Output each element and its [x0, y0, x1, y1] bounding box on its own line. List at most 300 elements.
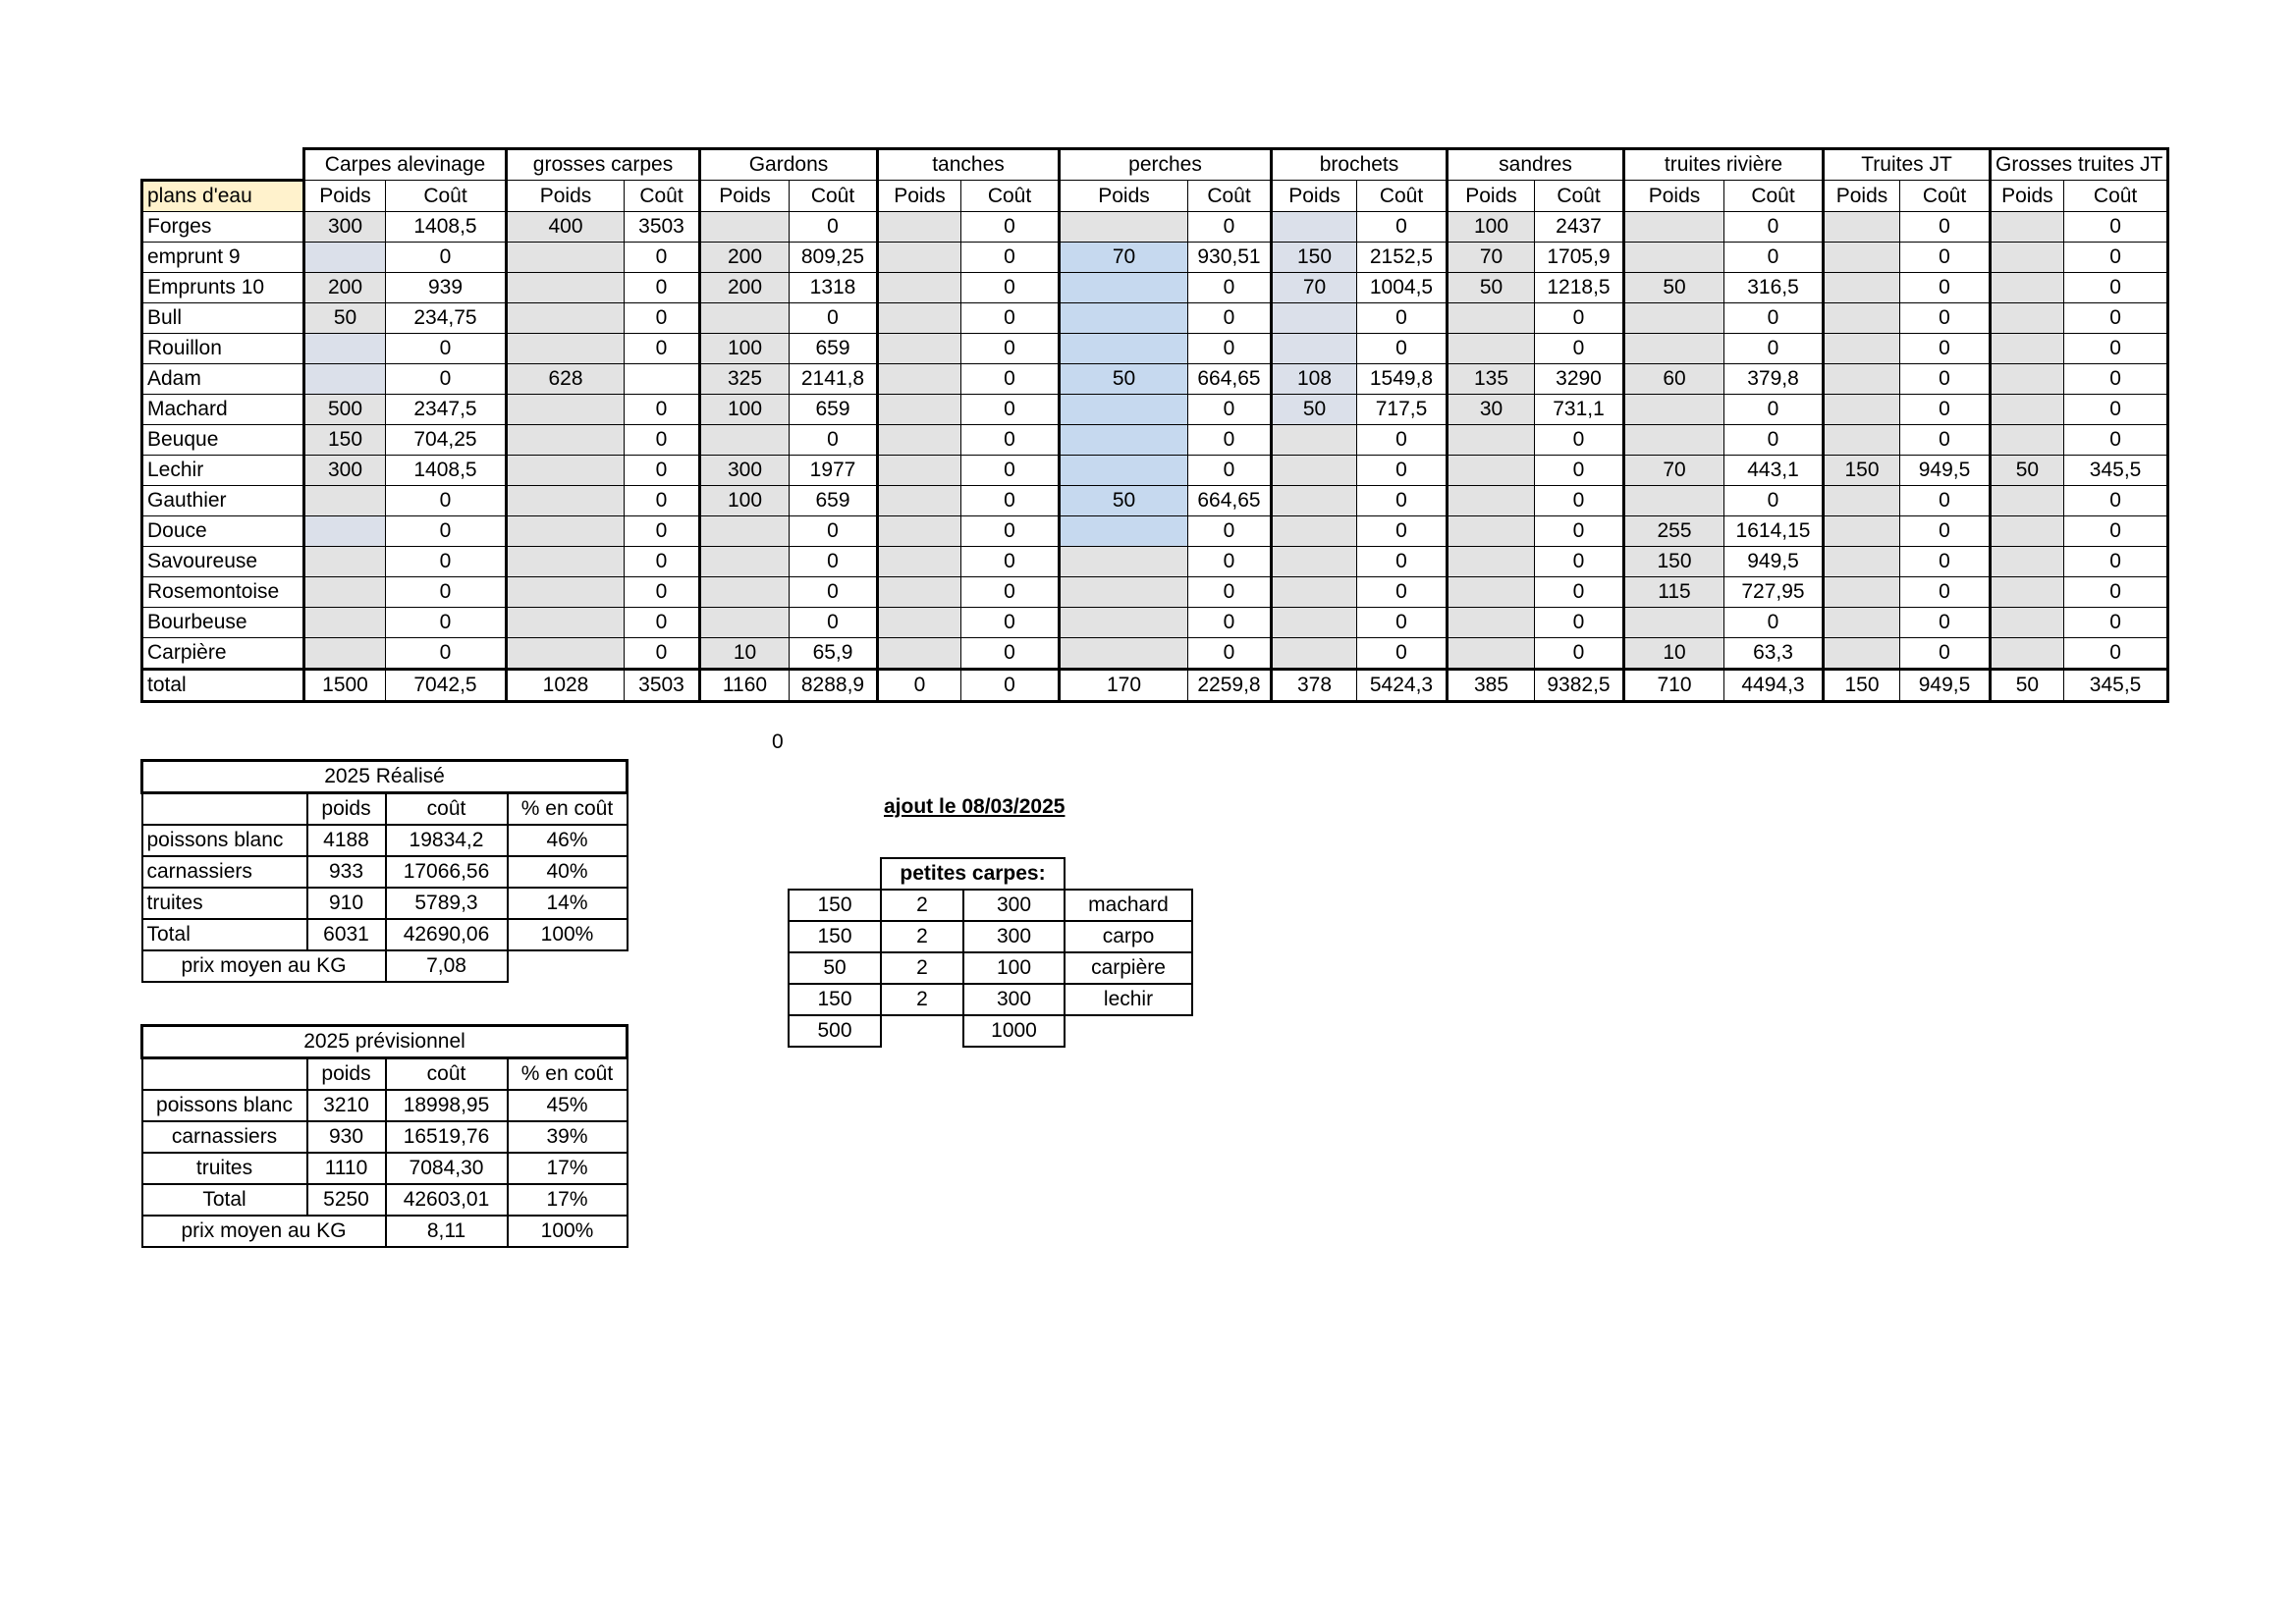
table-row: [142, 547, 2168, 577]
poids-cell: [1060, 638, 1188, 670]
summary-poids: 910: [307, 888, 386, 919]
summary-cout: 17066,56: [386, 856, 508, 888]
cout-cell: 0: [1188, 303, 1272, 334]
cout-cell: 0: [1900, 243, 1991, 273]
empty-cell: [1065, 858, 1192, 890]
cout-cell: 1705,9: [1535, 243, 1624, 273]
poids-cell: [1624, 334, 1724, 364]
summary-header: coût: [386, 1058, 508, 1091]
poids-cell: [507, 486, 625, 516]
poids-cell: [1824, 425, 1900, 456]
poids-cell: [1272, 516, 1357, 547]
cout-cell: 65,9: [790, 638, 878, 670]
poids-cell: 150: [1624, 547, 1724, 577]
cout-cell: 0: [961, 212, 1060, 243]
poids-cell: [1824, 303, 1900, 334]
cout-cell: 0: [790, 303, 878, 334]
row-name: Adam: [142, 364, 304, 395]
summary-title-row: [142, 761, 628, 793]
cout-cell: 0: [1900, 303, 1991, 334]
cout-cell: 1318: [790, 273, 878, 303]
poids-cell: [1448, 516, 1535, 547]
total-cell: 1028: [507, 670, 625, 702]
poids-header: Poids: [878, 181, 961, 212]
poids-cell: [1624, 243, 1724, 273]
group-header: sandres: [1448, 149, 1624, 181]
poids-cell: [878, 364, 961, 395]
summary-title: 2025 Réalisé: [142, 761, 628, 793]
cout-cell: 0: [961, 486, 1060, 516]
poids-cell: [1824, 577, 1900, 608]
row-name: Bourbeuse: [142, 608, 304, 638]
cout-cell: 939: [386, 273, 507, 303]
cout-cell: 731,1: [1535, 395, 1624, 425]
carpes-row: [789, 921, 1192, 952]
poids-cell: [1060, 547, 1188, 577]
cout-header: Coût: [625, 181, 700, 212]
fish-stocking-table: [140, 147, 2169, 703]
cout-cell: 659: [790, 486, 878, 516]
poids-cell: [878, 243, 961, 273]
poids-cell: 400: [507, 212, 625, 243]
summary-cout: 19834,2: [386, 825, 508, 856]
total-cell: 345,5: [2063, 670, 2168, 702]
poids-cell: [1060, 516, 1188, 547]
poids-cell: 50: [1624, 273, 1724, 303]
carpes-cell: 300: [963, 984, 1065, 1015]
total-cell: 50: [1991, 670, 2064, 702]
poids-cell: [1272, 577, 1357, 608]
row-name: Beuque: [142, 425, 304, 456]
cout-cell: 0: [1535, 334, 1624, 364]
cout-cell: 0: [2063, 577, 2168, 608]
summary-row: [142, 1153, 628, 1184]
poids-cell: 100: [700, 334, 790, 364]
summary-poids: 4188: [307, 825, 386, 856]
table-row: [142, 638, 2168, 670]
row-name: Gauthier: [142, 486, 304, 516]
summary-title: 2025 prévisionnel: [142, 1026, 628, 1058]
cout-cell: 0: [961, 547, 1060, 577]
cout-cell: 234,75: [386, 303, 507, 334]
cout-cell: 0: [625, 577, 700, 608]
cout-cell: 0: [2063, 425, 2168, 456]
group-header: tanches: [878, 149, 1060, 181]
poids-cell: 50: [1448, 273, 1535, 303]
poids-cell: [1448, 608, 1535, 638]
cout-cell: 0: [386, 577, 507, 608]
poids-cell: 150: [1272, 243, 1357, 273]
poids-cell: [1448, 638, 1535, 670]
summary-header: % en coût: [508, 793, 628, 826]
cout-cell: 0: [961, 516, 1060, 547]
cout-cell: 0: [1535, 486, 1624, 516]
table-row: [142, 577, 2168, 608]
poids-cell: [1272, 456, 1357, 486]
poids-cell: 108: [1272, 364, 1357, 395]
poids-cell: [507, 456, 625, 486]
poids-cell: 50: [1272, 395, 1357, 425]
cout-cell: 0: [1357, 486, 1448, 516]
poids-cell: [1991, 638, 2064, 670]
cout-cell: 0: [2063, 486, 2168, 516]
poids-cell: 115: [1624, 577, 1724, 608]
poids-cell: [1991, 547, 2064, 577]
carpes-cell: 2: [881, 952, 963, 984]
poids-cell: [1272, 608, 1357, 638]
poids-cell: [1824, 547, 1900, 577]
cout-header: Coût: [1900, 181, 1991, 212]
cout-cell: 0: [1188, 547, 1272, 577]
cout-cell: 0: [1535, 547, 1624, 577]
cout-cell: 0: [1724, 608, 1824, 638]
summary-row: [142, 1184, 628, 1216]
cout-cell: 0: [386, 486, 507, 516]
poids-cell: [1060, 456, 1188, 486]
poids-cell: [1991, 425, 2064, 456]
cout-cell: 0: [961, 425, 1060, 456]
cout-cell: 0: [1535, 608, 1624, 638]
poids-cell: [304, 608, 386, 638]
group-header-row: [142, 149, 2168, 181]
cout-cell: 1977: [790, 456, 878, 486]
cout-cell: 0: [1724, 425, 1824, 456]
group-header: grosses carpes: [507, 149, 700, 181]
poids-cell: [1448, 486, 1535, 516]
cout-cell: 0: [625, 243, 700, 273]
poids-cell: [1991, 486, 2064, 516]
realise-summary-table: [140, 759, 629, 983]
poids-cell: 30: [1448, 395, 1535, 425]
table-row: [142, 516, 2168, 547]
carpes-cell: 2: [881, 890, 963, 921]
empty-cell: [508, 950, 628, 982]
poids-cell: [304, 364, 386, 395]
poids-header: Poids: [1824, 181, 1900, 212]
poids-cell: 200: [304, 273, 386, 303]
empty-cell: [789, 858, 881, 890]
cout-cell: 0: [1900, 547, 1991, 577]
poids-cell: 50: [1060, 486, 1188, 516]
poids-cell: [507, 577, 625, 608]
empty-cell: [881, 1015, 963, 1047]
summary-header-row: [142, 1058, 628, 1091]
carpes-cell: 50: [789, 952, 881, 984]
total-cell: 710: [1624, 670, 1724, 702]
cout-cell: 664,65: [1188, 364, 1272, 395]
cout-cell: 0: [1900, 395, 1991, 425]
summary-cout: 42690,06: [386, 919, 508, 950]
cout-cell: 0: [1357, 334, 1448, 364]
row-name: Emprunts 10: [142, 273, 304, 303]
poids-cell: [878, 638, 961, 670]
cout-cell: 664,65: [1188, 486, 1272, 516]
table-row: [142, 425, 2168, 456]
cout-cell: 0: [961, 638, 1060, 670]
cout-cell: 1614,15: [1724, 516, 1824, 547]
cout-cell: 0: [1357, 212, 1448, 243]
cout-cell: 0: [1724, 334, 1824, 364]
summary-cout: 18998,95: [386, 1090, 508, 1121]
cout-cell: 0: [961, 243, 1060, 273]
group-header: truites rivière: [1624, 149, 1824, 181]
group-header: Grosses truites JT: [1991, 149, 2168, 181]
poids-header: Poids: [304, 181, 386, 212]
carpes-cell: carpière: [1065, 952, 1192, 984]
table-row: [142, 395, 2168, 425]
summary-cout: 42603,01: [386, 1184, 508, 1216]
cout-cell: 0: [1535, 303, 1624, 334]
carpes-cell: 100: [963, 952, 1065, 984]
poids-cell: [700, 425, 790, 456]
table-row: [142, 273, 2168, 303]
poids-cell: [1624, 303, 1724, 334]
summary-label: poissons blanc: [142, 1090, 307, 1121]
avg-price-value: 8,11: [386, 1216, 508, 1247]
cout-cell: 0: [2063, 547, 2168, 577]
total-label: total: [142, 670, 304, 702]
cout-cell: 0: [1724, 212, 1824, 243]
poids-cell: [304, 638, 386, 670]
poids-cell: [1991, 516, 2064, 547]
poids-cell: [1824, 516, 1900, 547]
poids-cell: [1272, 212, 1357, 243]
cout-cell: 0: [1900, 486, 1991, 516]
poids-cell: [1824, 395, 1900, 425]
table-row: [142, 486, 2168, 516]
row-name: emprunt 9: [142, 243, 304, 273]
cout-cell: 3503: [625, 212, 700, 243]
cout-cell: 0: [1188, 516, 1272, 547]
cout-cell: 0: [1188, 273, 1272, 303]
total-cell: 949,5: [1900, 670, 1991, 702]
poids-cell: [878, 577, 961, 608]
poids-cell: 300: [700, 456, 790, 486]
poids-cell: [700, 303, 790, 334]
cout-cell: 0: [2063, 638, 2168, 670]
poids-cell: 70: [1624, 456, 1724, 486]
cout-cell: 0: [1535, 425, 1624, 456]
poids-cell: [878, 547, 961, 577]
total-cell: 0: [961, 670, 1060, 702]
cout-cell: 0: [1188, 425, 1272, 456]
cout-header: Coût: [1724, 181, 1824, 212]
cout-cell: 0: [1724, 486, 1824, 516]
summary-pct: 17%: [508, 1153, 628, 1184]
poids-cell: [700, 547, 790, 577]
poids-cell: [1991, 364, 2064, 395]
poids-cell: [878, 334, 961, 364]
cout-cell: 0: [1724, 303, 1824, 334]
poids-cell: [1824, 212, 1900, 243]
row-name: Lechir: [142, 456, 304, 486]
row-name: Bull: [142, 303, 304, 334]
previsionnel-summary-table: [140, 1024, 629, 1248]
summary-poids: 930: [307, 1121, 386, 1153]
poids-cell: [507, 243, 625, 273]
petites-carpes-table: [788, 857, 1193, 1048]
summary-pct: 17%: [508, 1184, 628, 1216]
cout-cell: 0: [625, 608, 700, 638]
poids-cell: [1060, 425, 1188, 456]
total-cell: 4494,3: [1724, 670, 1824, 702]
cout-cell: 1004,5: [1357, 273, 1448, 303]
summary-pct: 45%: [508, 1090, 628, 1121]
poids-cell: [304, 516, 386, 547]
cout-cell: 0: [1900, 212, 1991, 243]
empty-cell: [1065, 1015, 1192, 1047]
poids-header: Poids: [1448, 181, 1535, 212]
carpes-cell: 150: [789, 921, 881, 952]
cout-header: Coût: [961, 181, 1060, 212]
cout-cell: 0: [625, 547, 700, 577]
poids-header: Poids: [1991, 181, 2064, 212]
cout-cell: 0: [1724, 243, 1824, 273]
cout-cell: 0: [1357, 456, 1448, 486]
total-cell: 8288,9: [790, 670, 878, 702]
cout-cell: 0: [1188, 395, 1272, 425]
cout-cell: 727,95: [1724, 577, 1824, 608]
cout-header: Coût: [386, 181, 507, 212]
table-row: [142, 334, 2168, 364]
summary-poids: 6031: [307, 919, 386, 950]
poids-cell: [1060, 608, 1188, 638]
poids-cell: [878, 303, 961, 334]
poids-cell: [507, 608, 625, 638]
cout-cell: 2347,5: [386, 395, 507, 425]
total-cell: 170: [1060, 670, 1188, 702]
poids-cell: [1624, 608, 1724, 638]
row-name: Carpière: [142, 638, 304, 670]
poids-cell: [1448, 456, 1535, 486]
cout-cell: 0: [386, 334, 507, 364]
poids-cell: 628: [507, 364, 625, 395]
poids-cell: [1991, 395, 2064, 425]
cout-header: Coût: [790, 181, 878, 212]
poids-cell: [1991, 212, 2064, 243]
poids-cell: [1991, 243, 2064, 273]
group-header: Gardons: [700, 149, 878, 181]
cout-header: Coût: [1357, 181, 1448, 212]
poids-cell: [1824, 243, 1900, 273]
poids-cell: [1060, 212, 1188, 243]
cout-cell: 930,51: [1188, 243, 1272, 273]
cout-cell: 717,5: [1357, 395, 1448, 425]
cout-cell: 0: [961, 608, 1060, 638]
poids-cell: [1060, 273, 1188, 303]
carpes-cell: 300: [963, 921, 1065, 952]
cout-cell: 2437: [1535, 212, 1624, 243]
cout-cell: 0: [790, 577, 878, 608]
total-cell: 9382,5: [1535, 670, 1624, 702]
poids-cell: [700, 577, 790, 608]
group-header: brochets: [1272, 149, 1448, 181]
cout-cell: 0: [1357, 516, 1448, 547]
poids-cell: [507, 425, 625, 456]
poids-cell: [507, 303, 625, 334]
poids-cell: [878, 608, 961, 638]
poids-cell: [1060, 395, 1188, 425]
table-row: [142, 243, 2168, 273]
cout-cell: 0: [1357, 608, 1448, 638]
poids-cell: 150: [1824, 456, 1900, 486]
cout-cell: 0: [1535, 577, 1624, 608]
cout-header: Coût: [2063, 181, 2168, 212]
cout-cell: 0: [386, 243, 507, 273]
poids-cell: 50: [304, 303, 386, 334]
table-row: [142, 212, 2168, 243]
poids-cell: [878, 486, 961, 516]
poids-cell: [1448, 334, 1535, 364]
carpes-title: petites carpes:: [881, 858, 1065, 890]
poids-cell: 100: [700, 486, 790, 516]
poids-cell: [507, 273, 625, 303]
cout-cell: 0: [2063, 608, 2168, 638]
poids-cell: 70: [1448, 243, 1535, 273]
summary-label: Total: [142, 1184, 307, 1216]
cout-cell: 0: [386, 547, 507, 577]
poids-cell: [304, 577, 386, 608]
cout-cell: 379,8: [1724, 364, 1824, 395]
cout-cell: 949,5: [1900, 456, 1991, 486]
summary-header: poids: [307, 1058, 386, 1091]
total-cell: 5424,3: [1357, 670, 1448, 702]
poids-cell: [1060, 303, 1188, 334]
poids-cell: [1624, 395, 1724, 425]
poids-cell: 100: [700, 395, 790, 425]
summary-cout: 7084,30: [386, 1153, 508, 1184]
poids-cell: [1624, 425, 1724, 456]
summary-poids: 5250: [307, 1184, 386, 1216]
poids-cell: [304, 547, 386, 577]
cout-cell: 0: [790, 425, 878, 456]
cout-cell: 63,3: [1724, 638, 1824, 670]
poids-cell: [1272, 547, 1357, 577]
cout-cell: 0: [625, 486, 700, 516]
poids-cell: [1448, 577, 1535, 608]
poids-cell: [1824, 486, 1900, 516]
poids-cell: [878, 273, 961, 303]
poids-cell: [1448, 425, 1535, 456]
cout-cell: 0: [1357, 638, 1448, 670]
summary-label: truites: [142, 888, 307, 919]
empty-header: [142, 1058, 307, 1091]
poids-cell: [1624, 486, 1724, 516]
cout-cell: 0: [790, 516, 878, 547]
poids-cell: [1448, 547, 1535, 577]
cout-cell: 0: [1357, 425, 1448, 456]
poids-cell: 200: [700, 273, 790, 303]
poids-cell: 255: [1624, 516, 1724, 547]
cout-cell: 0: [625, 456, 700, 486]
poids-cell: [878, 456, 961, 486]
poids-header: Poids: [1624, 181, 1724, 212]
summary-poids: 933: [307, 856, 386, 888]
cout-cell: 0: [790, 547, 878, 577]
cout-cell: 0: [1188, 638, 1272, 670]
cout-cell: 0: [2063, 273, 2168, 303]
summary-label: carnassiers: [142, 1121, 307, 1153]
poids-cell: 50: [1060, 364, 1188, 395]
cout-cell: 2152,5: [1357, 243, 1448, 273]
carpes-title-row: [789, 858, 1192, 890]
cout-cell: 0: [1535, 638, 1624, 670]
poids-cell: [878, 516, 961, 547]
summary-label: poissons blanc: [142, 825, 307, 856]
cout-cell: 0: [1900, 638, 1991, 670]
poids-cell: [304, 243, 386, 273]
cout-cell: 0: [961, 364, 1060, 395]
